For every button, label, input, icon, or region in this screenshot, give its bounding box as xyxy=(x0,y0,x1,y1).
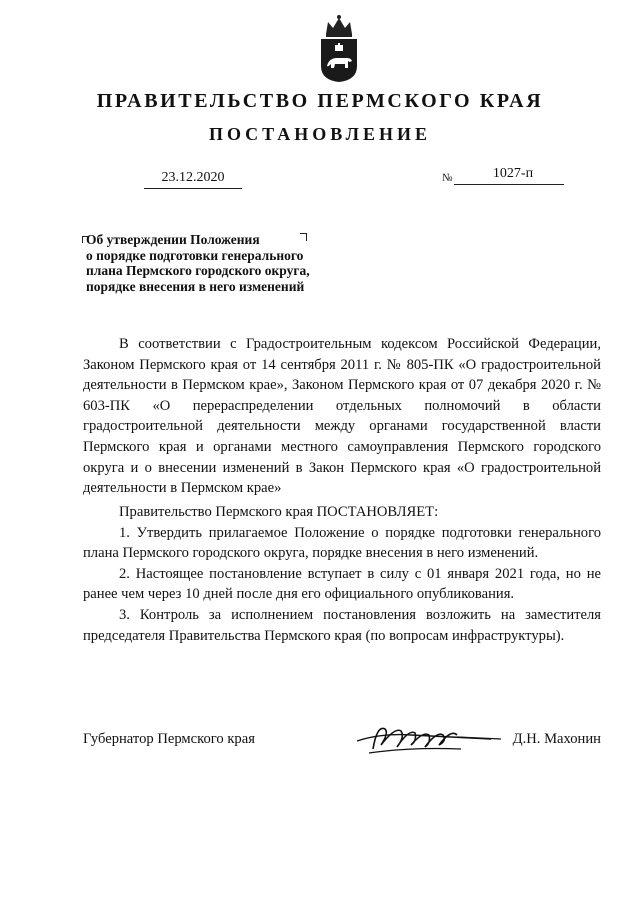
decree-item-2: 2. Настоящее постановление вступает в силу с 01 января 2021 года, но не ранее чем через 10 дней после дня его официального опубликования. xyxy=(83,565,601,603)
coat-of-arms-emblem xyxy=(317,12,361,84)
preamble-paragraph: В соответствии с Градостроительным кодексом Российской Федерации, Законом Пермского края от 14 сентября 2011 г. № 805-ПК «О градостроительной деятельности в Пермском крае», Законом Пермского края от 07 декабря 2020 г. № 603-ПК «О перераспределении отдельных полномочий в области градостроительной деятельности между органами государственной власти Пермского края и органами местного самоуправления Пермского городского округа и о внесении изменений в Закон Пермского края «О градостроительной деятельности в Пермском крае» xyxy=(83,336,601,497)
decree-item-3: 3. Контроль за исполнением постановления возложить на заместителя председателя Правительства Пермского края (по вопросам инфраструктуры). xyxy=(83,606,601,644)
handwritten-signature-icon xyxy=(351,719,501,759)
document-number xyxy=(454,164,564,185)
government-title: ПРАВИТЕЛЬСТВО ПЕРМСКОГО КРАЯ xyxy=(96,90,544,112)
document-subject xyxy=(86,232,356,294)
signatory-name: Д.Н. Махонин xyxy=(512,731,601,747)
document-date: 23.12.2020 xyxy=(144,168,242,189)
document-number-text: 1027-п xyxy=(492,166,534,181)
subject-line: плана Пермского городского округа, xyxy=(86,263,310,278)
number-sign: № xyxy=(442,172,453,184)
decree-item-1: 1. Утвердить прилагаемое Положение о порядке подготовки генерального плана Пермского городского округа, порядке внесения в него изменений. xyxy=(83,524,601,562)
subject-line: порядке внесения в него изменений xyxy=(86,278,305,294)
document-type: ПОСТАНОВЛЕНИЕ xyxy=(208,124,432,144)
preamble-block xyxy=(83,334,601,499)
signatory-position: Губернатор Пермского края xyxy=(83,731,255,747)
signature-row xyxy=(83,731,601,761)
subject-line: Об утверждении Положения xyxy=(86,232,260,247)
resolves-paragraph: Правительство Пермского края ПОСТАНОВЛЯЕТ: xyxy=(119,504,439,520)
subject-line: о порядке подготовки генерального xyxy=(86,247,304,263)
decree-block xyxy=(83,502,601,646)
